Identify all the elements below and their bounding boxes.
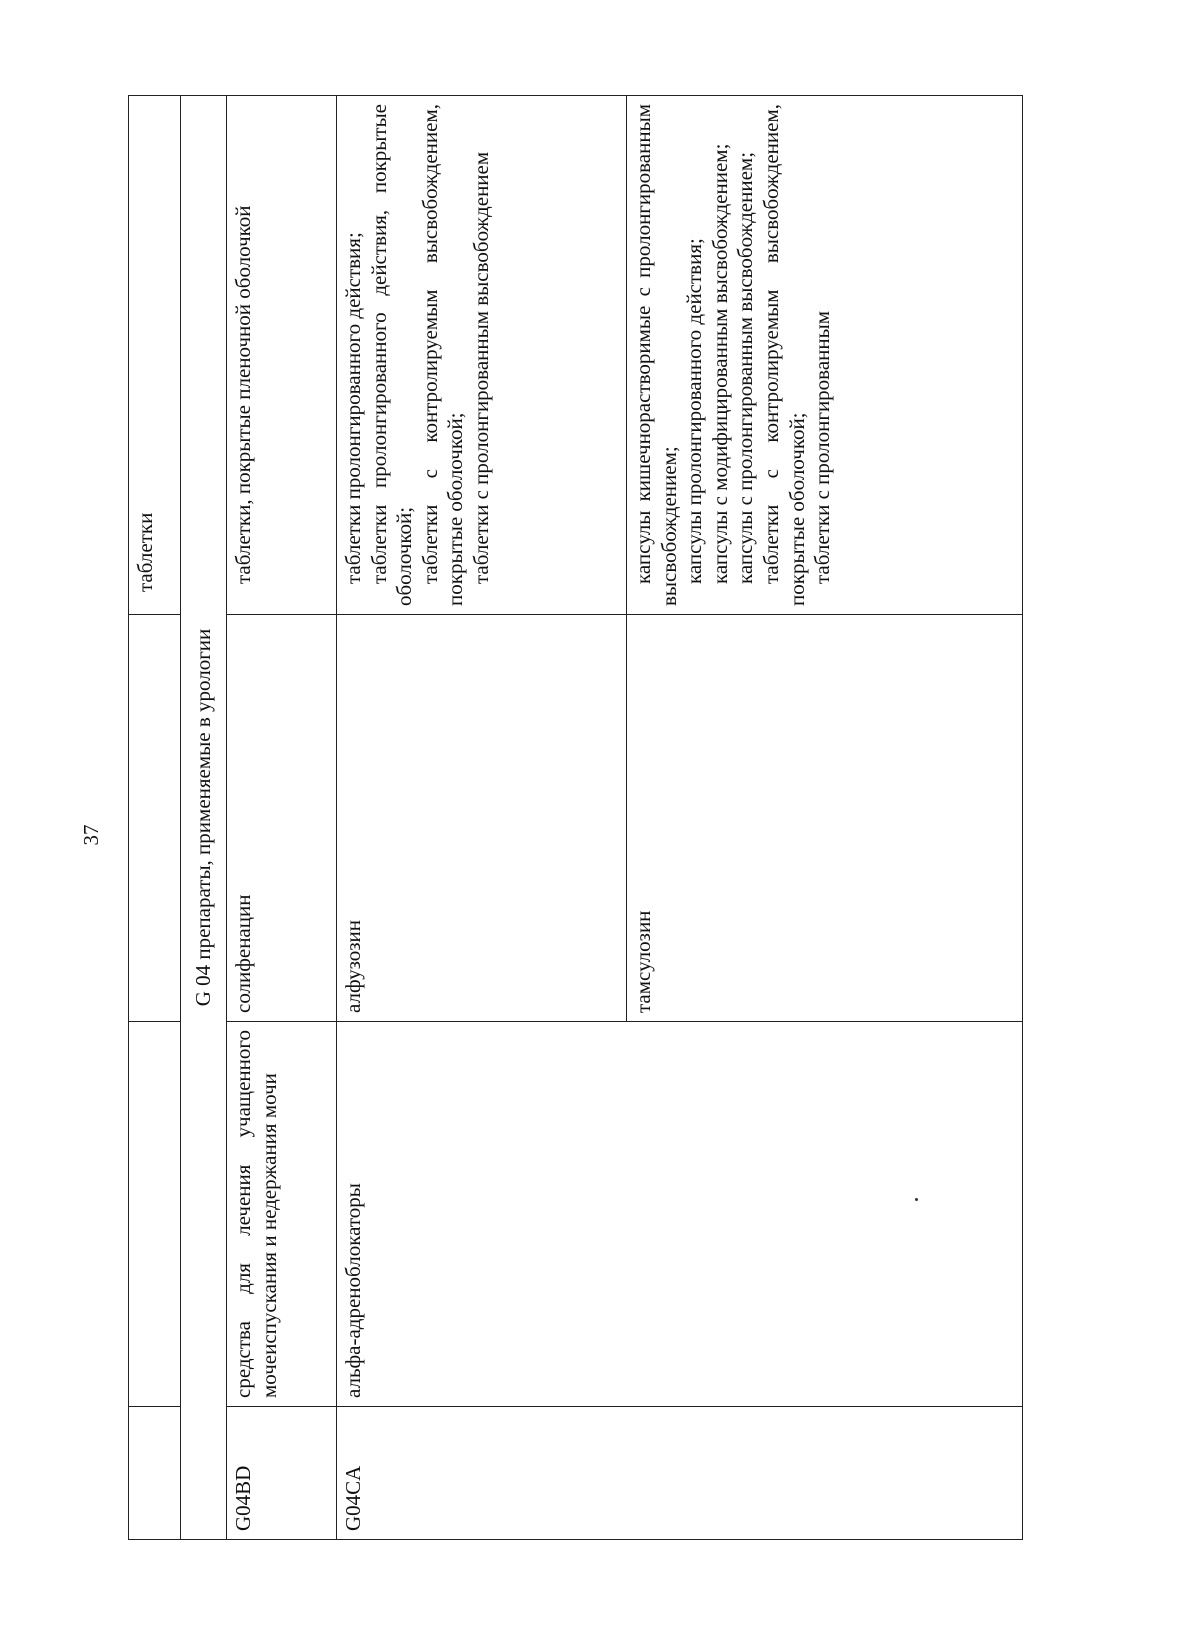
form-line: таблетки с контролируемым высвобождением, покрытые оболочкой; xyxy=(759,104,809,606)
form-line: таблетки пролонгированного действия, покрытые оболочкой; xyxy=(366,104,417,606)
form-line: таблетки с пролонгированным высвобождением xyxy=(469,151,494,584)
section-header-row xyxy=(181,96,227,1540)
form-line: таблетки с контролируемым высвобождением, покрытые оболочкой; xyxy=(417,104,468,606)
form-line: капсулы с пролонгированным высвобождением; xyxy=(733,151,758,584)
table-row-g04bd xyxy=(227,96,337,1540)
cell-group-top xyxy=(129,1022,181,1407)
cell-forms xyxy=(627,96,1023,615)
section-header: G 04 препараты, применяемые в урологии xyxy=(181,96,227,1540)
form-line: капсулы кишечнорастворимые с пролонгированным высвобождением; xyxy=(631,104,681,606)
cell-code: G04CA xyxy=(337,1407,1023,1540)
cell-code-top xyxy=(129,1407,181,1540)
form-line: таблетки, покрытые пленочной оболочкой xyxy=(231,205,255,584)
cell-drug-top xyxy=(129,615,181,1022)
cell-drug: алфузозин xyxy=(337,615,627,1022)
drug-table xyxy=(128,95,1023,1540)
scan-speck xyxy=(915,1198,918,1201)
table-row-top xyxy=(129,96,181,1540)
rotated-table-container xyxy=(128,96,1048,1540)
table-row-g04ca xyxy=(337,96,627,1540)
form-line: капсулы с модифицированным высвобождением; xyxy=(707,143,732,584)
page-number: 37 xyxy=(79,824,103,846)
cell-code: G04BD xyxy=(227,1407,337,1540)
cell-form-top: таблетки xyxy=(129,96,181,615)
cell-group: средства для лечения учащенного мочеиспускания и недержания мочи xyxy=(227,1022,337,1407)
cell-drug: тамсулозин xyxy=(627,615,1023,1022)
cell-group: альфа-адреноблокаторы xyxy=(337,1022,1023,1407)
form-line: капсулы пролонгированного действия; xyxy=(682,238,707,584)
cell-forms xyxy=(337,96,627,615)
cell-drug: солифенацин xyxy=(227,615,337,1022)
cell-forms xyxy=(227,96,337,615)
form-line: таблетки пролонгированного действия; xyxy=(341,232,365,584)
form-line: таблетки с пролонгированным xyxy=(810,310,835,584)
